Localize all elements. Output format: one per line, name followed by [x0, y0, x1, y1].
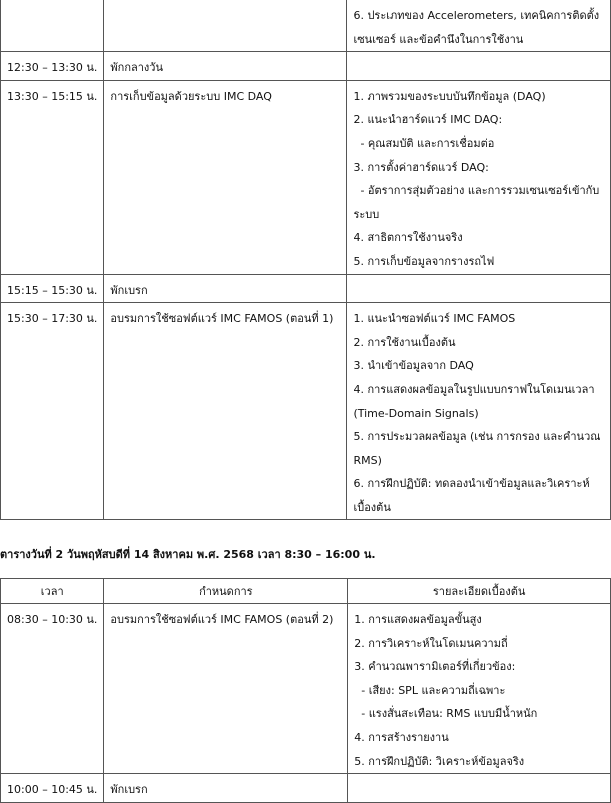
time-text: 10:00 – 10:45 น. [7, 783, 98, 797]
detail-line: 1. การแสดงผลข้อมูลขั้นสูง [354, 613, 482, 626]
detail-line: ระบบ [353, 207, 380, 221]
topic-cell [104, 604, 348, 774]
day2-heading: ตารางวันที่ 2 วันพฤหัสบดีที่ 14 สิงหาคม พ.ศ. 2568 เวลา 8:30 – 16:00 น. [0, 548, 376, 561]
detail-line: 3. คำนวณพารามิเตอร์ที่เกี่ยวข้อง: [354, 660, 516, 674]
time-cell [1, 604, 104, 774]
time-cell [1, 0, 104, 52]
details-cell [347, 0, 611, 52]
schedule-table-day2 [0, 578, 611, 803]
detail-line: 6. ประเภทของ Accelerometers, เทคนิคการติดตั้ง [353, 9, 600, 22]
table-row [1, 303, 611, 520]
table-row [1, 604, 611, 774]
detail-line: 4. การแสดงผลข้อมูลในรูปแบบกราฟในโดเมนเวลา [353, 382, 595, 396]
details-cell [347, 274, 611, 303]
detail-line: 5. การฝึกปฏิบัติ: วิเคราะห์ข้อมูลจริง [354, 754, 525, 768]
details-cell [348, 604, 611, 774]
detail-line: 4. สาธิตการใช้งานจริง [353, 231, 463, 245]
time-cell [1, 274, 104, 303]
detail-line: 4. การสร้างรายงาน [354, 730, 449, 744]
time-text: 15:30 – 17:30 น. [7, 312, 98, 326]
time-cell [1, 80, 104, 274]
detail-line: - แรงสั่นสะเทือน: RMS แบบมีน้ำหนัก [354, 707, 538, 721]
detail-line: 5. การเก็บข้อมูลจากรางรถไฟ [353, 254, 495, 268]
time-text: 13:30 – 15:15 น. [7, 89, 98, 103]
detail-line: เบื้องต้น [353, 500, 391, 514]
details-cell [347, 80, 611, 274]
table-row [1, 274, 611, 303]
time-text: 08:30 – 10:30 น. [7, 613, 98, 626]
detail-line: - เสียง: SPL และความถี่เฉพาะ [354, 683, 506, 697]
header-time: เวลา [1, 579, 104, 604]
detail-line: 3. นำเข้าข้อมูลจาก DAQ [353, 359, 474, 373]
topic-text: พักกลางวัน [110, 61, 163, 75]
topic-cell [104, 0, 347, 52]
time-cell [1, 52, 104, 81]
topic-text: การเก็บข้อมูลด้วยระบบ IMC DAQ [110, 89, 272, 103]
detail-line: - คุณสมบัติ และการเชื่อมต่อ [353, 136, 495, 150]
topic-text: พักเบรก [110, 283, 148, 297]
detail-line: (Time-Domain Signals) [353, 406, 479, 420]
time-cell [1, 303, 104, 520]
header-topic: กำหนดการ [104, 579, 348, 604]
topic-text: อบรมการใช้ซอฟต์แวร์ IMC FAMOS (ตอนที่ 1) [110, 312, 334, 326]
detail-line: 2. การวิเคราะห์ในโดเมนความถี่ [354, 636, 508, 650]
detail-line: 1. ภาพรวมของระบบบันทึกข้อมูล (DAQ) [353, 89, 546, 103]
details-cell [347, 303, 611, 520]
topic-cell [104, 80, 347, 274]
detail-line: - อัตราการสุ่มตัวอย่าง และการรวมเซนเซอร์เข้ากับ [353, 184, 600, 198]
detail-line: 1. แนะนำซอฟต์แวร์ IMC FAMOS [353, 312, 516, 326]
topic-cell [104, 274, 347, 303]
topic-cell [104, 52, 347, 81]
topic-text: อบรมการใช้ซอฟต์แวร์ IMC FAMOS (ตอนที่ 2) [110, 613, 334, 626]
table-row [1, 80, 611, 274]
detail-line: 3. การตั้งค่าฮาร์ดแวร์ DAQ: [353, 160, 489, 174]
detail-line: 5. การประมวลผลข้อมูล (เช่น การกรอง และคำนวณ [353, 430, 601, 444]
time-text: 12:30 – 13:30 น. [7, 61, 98, 75]
table-header-row [1, 579, 611, 604]
table-row [1, 0, 611, 52]
details-cell [347, 52, 611, 81]
detail-line: เซนเซอร์ และข้อคำนึงในการใช้งาน [353, 32, 524, 46]
time-text: 15:15 – 15:30 น. [7, 283, 98, 297]
topic-text: พักเบรก [110, 783, 148, 797]
topic-cell [104, 303, 347, 520]
table-row [1, 52, 611, 81]
header-details: รายละเอียดเบื้องต้น [348, 579, 611, 604]
detail-line: 2. การใช้งานเบื้องต้น [353, 335, 456, 349]
detail-line: 6. การฝึกปฏิบัติ: ทดลองนำเข้าข้อมูลและวิเคราะห์ [353, 477, 590, 491]
detail-line: RMS) [353, 453, 382, 467]
detail-line: 2. แนะนำฮาร์ดแวร์ IMC DAQ: [353, 113, 503, 127]
